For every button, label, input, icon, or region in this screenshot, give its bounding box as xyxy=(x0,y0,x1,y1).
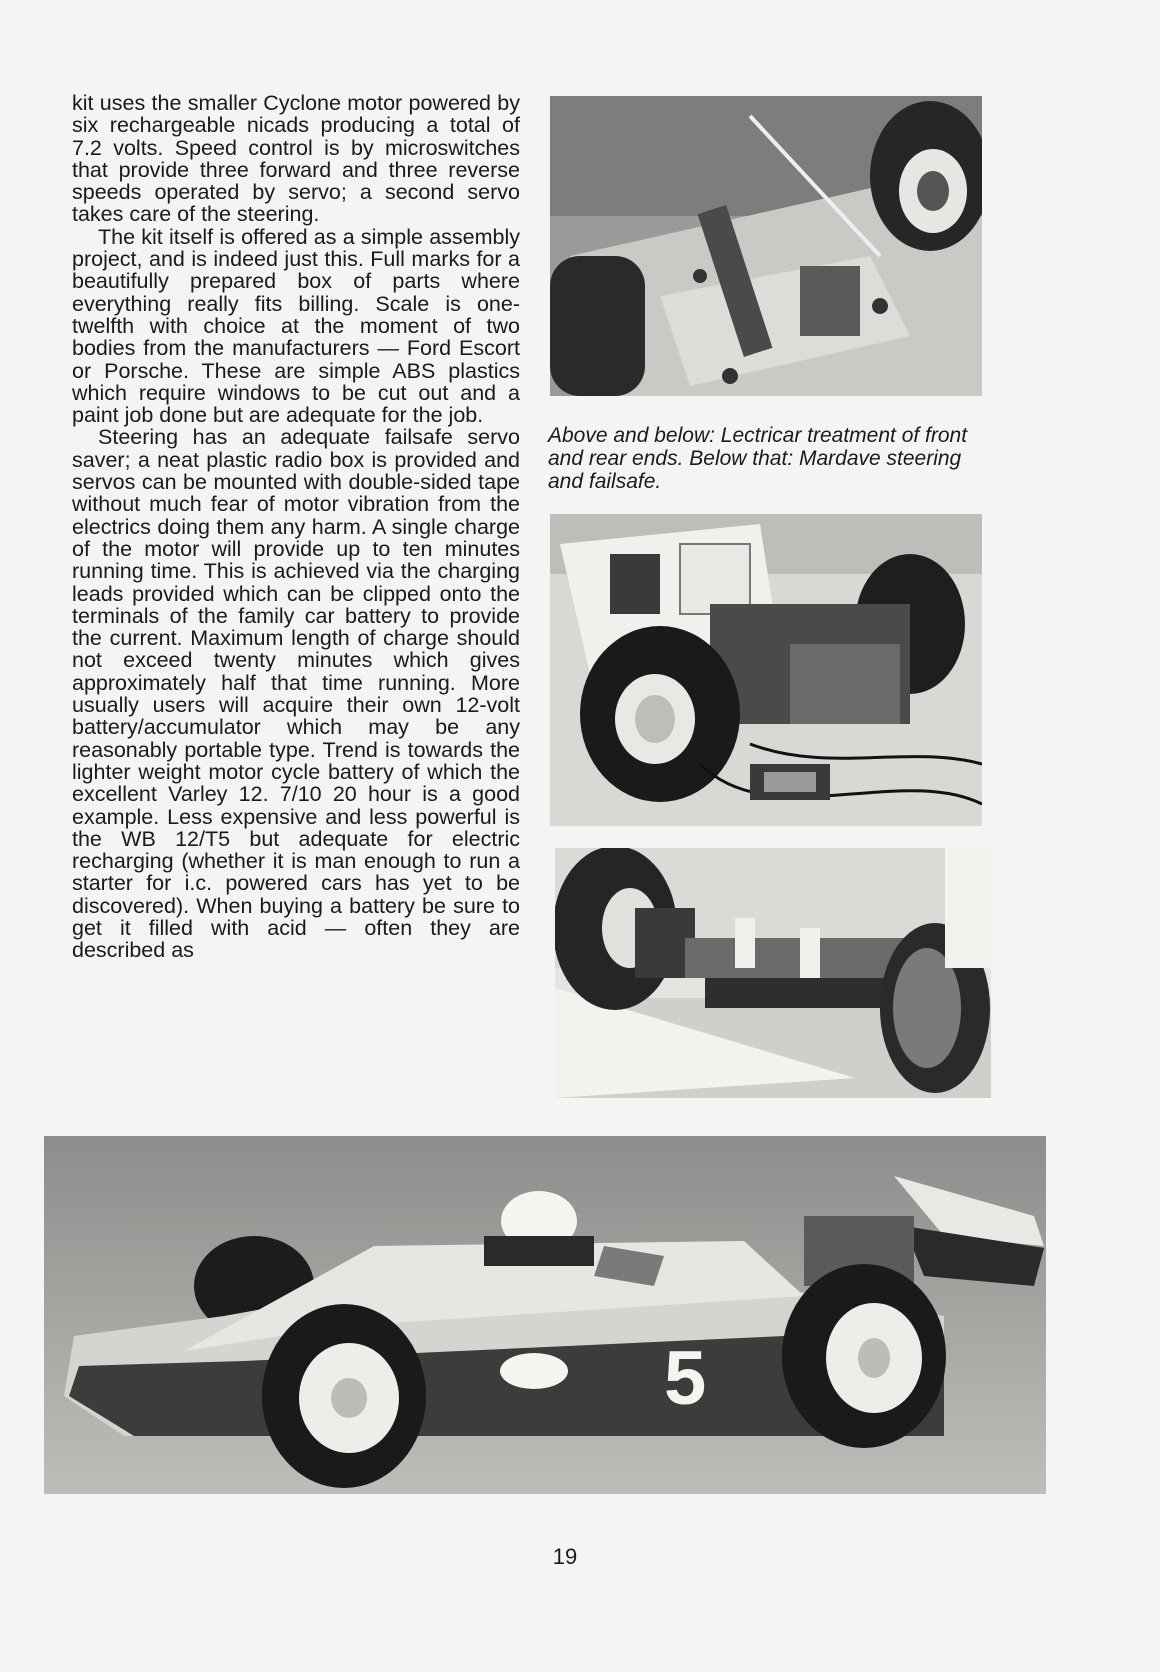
photo-caption xyxy=(548,424,996,493)
article-column xyxy=(72,92,520,962)
photo-front-end xyxy=(550,96,982,396)
page-number: 19 xyxy=(552,1544,578,1569)
photo-steering xyxy=(555,848,991,1098)
photo-rear-end xyxy=(550,514,982,826)
car-number: 5 xyxy=(664,1336,707,1421)
article-paragraph-2: The kit itself is offered as a simple assembly project, and is indeed just this. Full marks for a beautifully prepared box of parts where everything really fits billing. Scale is one-twelfth with choice at the moment of two bodies from the manufacturers — Ford Escort or Porsche. These are simple ABS plastics which require windows to be cut out and a paint job done but are adequate for the job. xyxy=(72,224,520,428)
caption-text: Above and below: Lectricar treatment of front and rear ends. Below that: Mardave steering and failsafe. xyxy=(548,424,968,493)
photo-formula-car xyxy=(44,1136,1046,1494)
article-paragraph-3: Steering has an adequate failsafe servo saver; a neat plastic radio box is provided and servos can be mounted with double-sided tape without much fear of motor vibration from the electrics doing them any harm. A single charge of the motor will provide up to ten minutes running time. This is achieved via the charging leads provided which can be clipped onto the terminals of the family car battery to provide the current. Maximum length of charge should not exceed twenty minutes which gives approximately half that time running. More usually users will acquire their own 12-volt battery/accumulator which may be any reasonably portable type. Trend is towards the lighter weight motor cycle battery of which the excellent Varley 12. 7/10 20 hour is a good example. Less expensive and less powerful is the WB 12/T5 but adequate for electric recharging (whether it is man enough to run a starter for i.c. powered cars has yet to be discovered). When buying a battery be sure to get it filled with acid — often they are described as xyxy=(72,425,520,963)
article-paragraph-1: kit uses the smaller Cyclone motor powered by six rechargeable nicads producing a total of 7.2 volts. Speed control is by microswitches that provide three forward and three reverse speeds operated by servo; a second servo takes care of the steering. xyxy=(72,91,520,227)
